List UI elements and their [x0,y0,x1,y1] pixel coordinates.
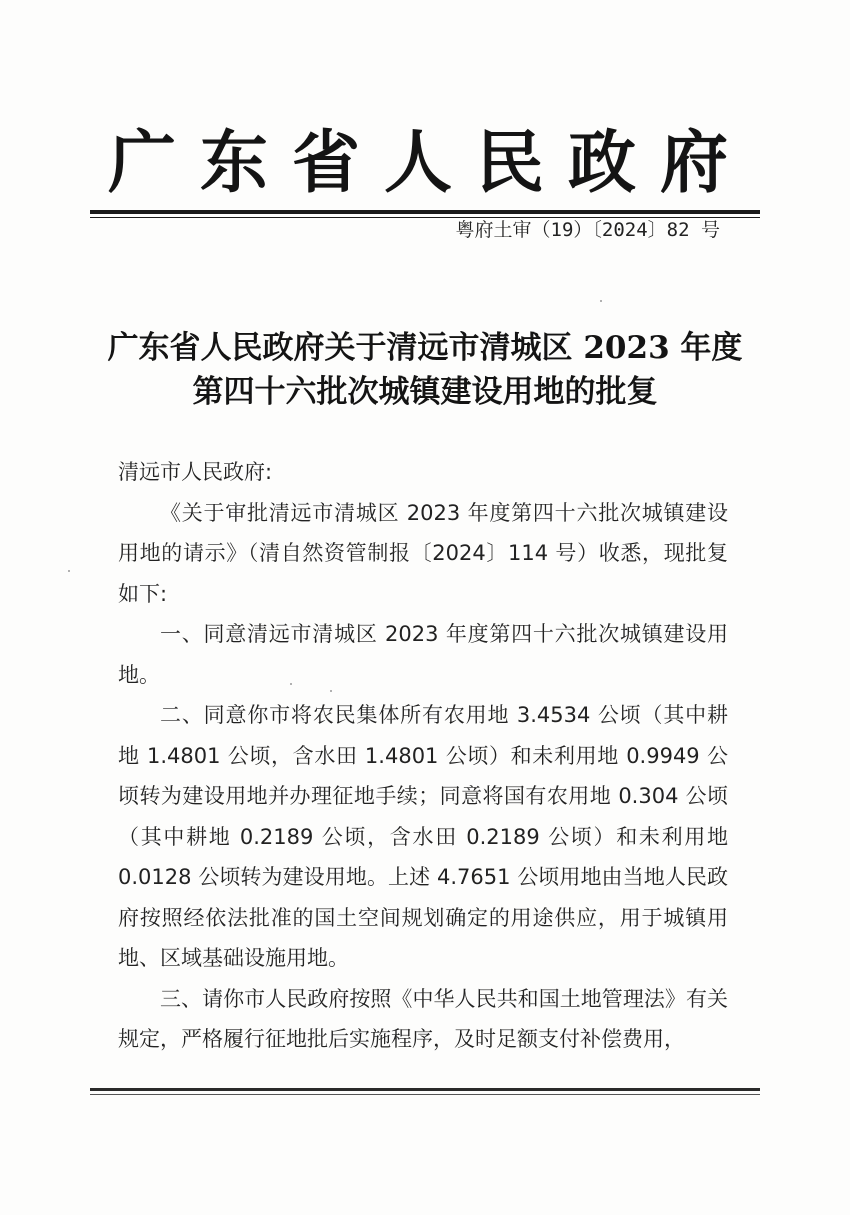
document-body [118,452,728,1060]
document-title-line-1: 广东省人民政府关于清远市清城区 2023 年度 [107,330,743,366]
body-paragraph: 三、请你市人民政府按照《中华人民共和国土地管理法》有关规定，严格履行征地批后实施程序，及时足额支付补偿费用， [118,986,728,1051]
document-title-line-2: 第四十六批次城镇建设用地的批复 [192,374,658,410]
scan-speck [290,683,292,685]
issuer-title: 广东省人民政府 [107,123,752,203]
scan-speck [68,570,70,572]
body-paragraph: 一、同意清远市清城区 2023 年度第四十六批次城镇建设用地。 [118,622,728,687]
header-rule-thick [90,210,760,214]
footer-rule [90,1088,760,1091]
document-number: 粤府土审（19）〔2024〕82 号 [455,219,720,241]
body-paragraph: 二、同意你市将农民集体所有农用地 3.4534 公顷（其中耕地 1.4801 公顷，含水田 1.4801 公顷）和未利用地 0.9949 公顷转为建设用地并办理征地手续；同意将国有农用地 0.304 公顷（其中耕地 0.2189 公顷，含水田 0.2189 公顷）和未利用地 0.0128 公顷转为建设用地。上述 4.7651 公顷用地由当地人民政府按照经依法批准的国土空间规划确定的用途供应，用于城镇用地、区域基础设施用地。 [118,703,728,970]
body-paragraph: 《关于审批清远市清城区 2023 年度第四十六批次城镇建设用地的请示》（清自然资管制报〔2024〕114 号）收悉，现批复如下: [118,500,728,606]
document-title [90,326,760,414]
footer-rule-thin [90,1094,760,1095]
scan-speck [330,690,332,692]
addressee: 清远市人民政府: [118,460,273,484]
scan-speck [600,300,602,302]
